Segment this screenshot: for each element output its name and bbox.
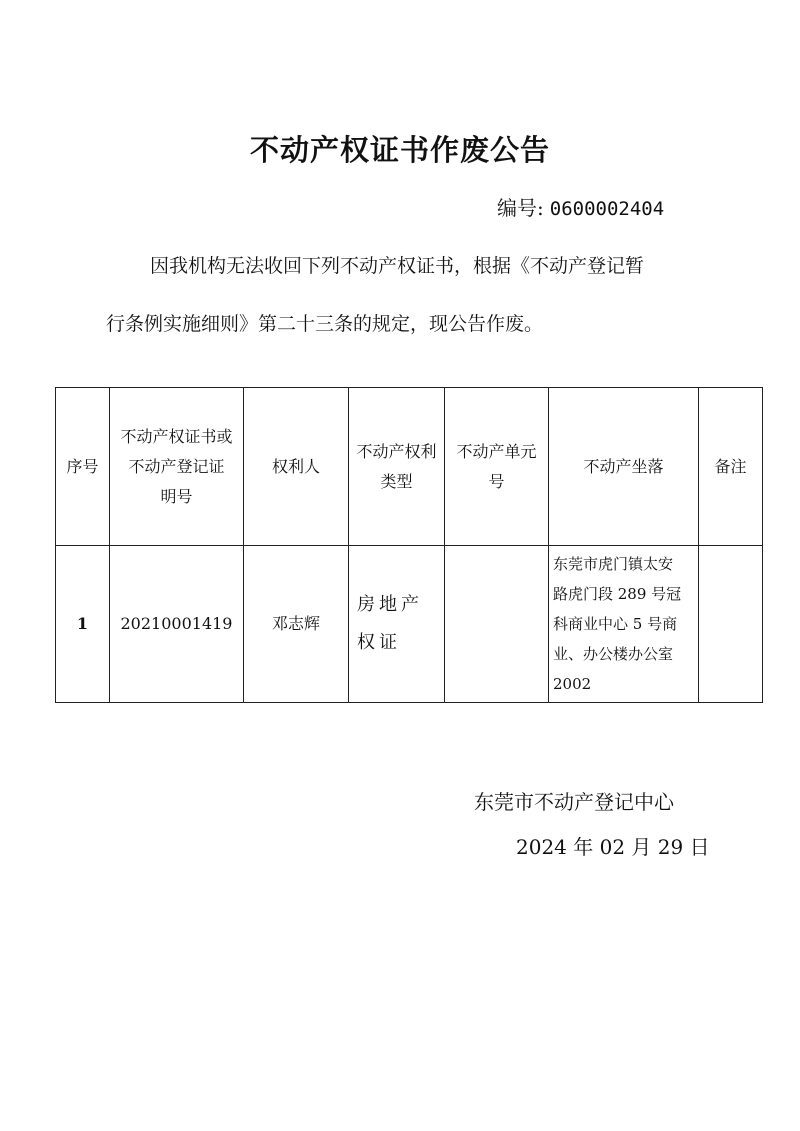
notice-paragraph xyxy=(106,237,712,353)
notice-line-2-text: 行条例实施细则》第二十三条的规定，现公告作废。 xyxy=(106,313,544,335)
row-right-type xyxy=(349,546,445,703)
header-right-type-line-1: 不动产权利 xyxy=(356,441,437,461)
table-header-row xyxy=(56,388,763,546)
header-unit-no xyxy=(445,388,549,546)
header-location: 不动产坐落 xyxy=(549,388,699,546)
table-row xyxy=(56,546,763,703)
document-number-label: 编号: xyxy=(497,196,544,220)
issue-date: 2024 年 02 月 29 日 xyxy=(516,835,710,859)
issuing-authority: 东莞市不动产登记中心 xyxy=(474,790,674,814)
row-cert-no: 20210001419 xyxy=(110,546,244,703)
row-seq: 1 xyxy=(56,546,110,703)
row-location-line-4: 业、办公楼办公室 xyxy=(553,645,674,663)
header-remark: 备注 xyxy=(699,388,763,546)
header-right-type xyxy=(349,388,445,546)
notice-line-1-text: 因我机构无法收回下列不动产权证书，根据《不动产登记暂 xyxy=(150,255,645,277)
header-cert-no-line-1: 不动产权证书或 xyxy=(120,426,233,446)
header-right-type-line-2: 类型 xyxy=(380,471,413,491)
notice-line-1 xyxy=(112,237,712,295)
row-location-line-1: 东莞市虎门镇太安 xyxy=(553,555,674,573)
document-number xyxy=(497,192,664,221)
header-seq: 序号 xyxy=(56,388,110,546)
row-location-line-2: 路虎门段 289 号冠 xyxy=(553,585,682,603)
row-right-type-line-1: 房地产 xyxy=(357,594,423,615)
row-unit-no xyxy=(445,546,549,703)
header-cert-no-line-3: 明号 xyxy=(160,486,193,506)
row-right-type-line-2: 权证 xyxy=(357,632,401,653)
document-number-value: 0600002404 xyxy=(549,198,665,220)
void-certificate-table xyxy=(55,387,763,703)
header-unit-no-line-2: 号 xyxy=(488,471,505,491)
row-location xyxy=(549,546,699,703)
header-cert-no xyxy=(110,388,244,546)
row-location-line-5: 2002 xyxy=(553,675,592,693)
row-remark xyxy=(699,546,763,703)
row-location-line-3: 科商业中心 5 号商 xyxy=(553,615,678,633)
row-holder: 邓志辉 xyxy=(244,546,349,703)
notice-line-2 xyxy=(106,295,712,353)
header-unit-no-line-1: 不动产单元 xyxy=(456,441,537,461)
page-title: 不动产权证书作废公告 xyxy=(249,133,550,167)
header-cert-no-line-2: 不动产登记证 xyxy=(128,456,225,476)
header-holder: 权利人 xyxy=(244,388,349,546)
